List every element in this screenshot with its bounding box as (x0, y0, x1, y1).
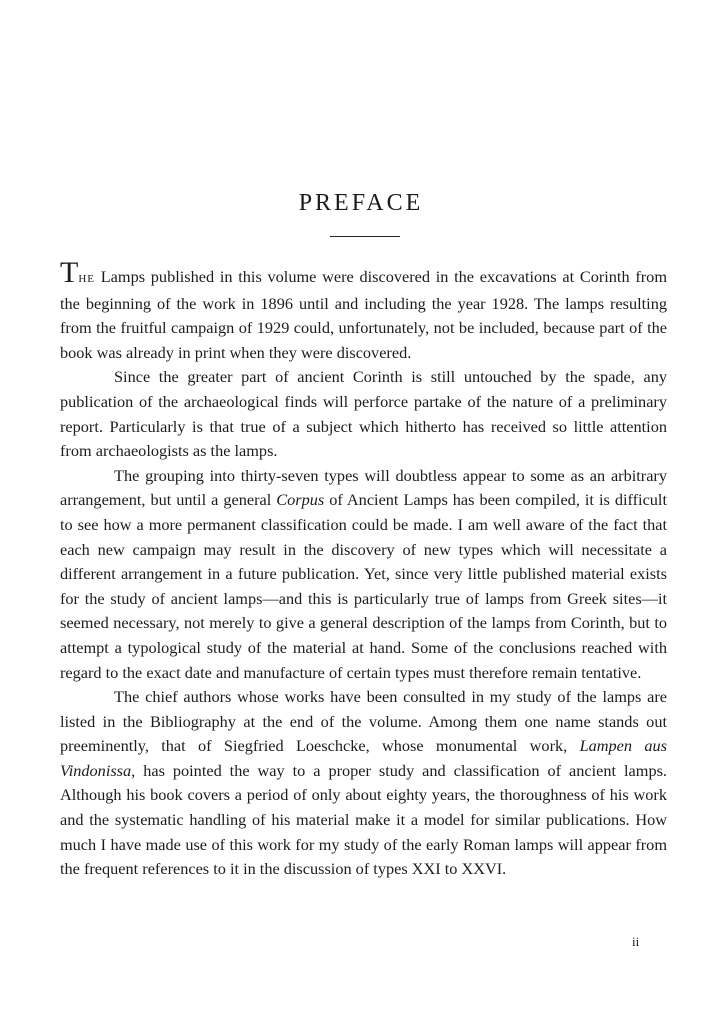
paragraph-4 (60, 685, 667, 882)
drop-cap: T (60, 256, 79, 289)
small-caps-lead: HE (78, 273, 95, 285)
title-rule (330, 236, 400, 237)
paragraph-4-text-before: The chief authors whose works have been consulted in my study of the lamps are listed in the Bibliography at the end of the volume. Among them one name stands out preeminently, that of Siegfried Loeschcke, whose monumental work, (60, 687, 667, 756)
paragraph-2 (60, 365, 667, 463)
paragraph-1 (60, 256, 667, 365)
book-title-italic: Lampen aus Vindonissa, (60, 736, 667, 780)
paragraph-3-text-before: The grouping into thirty-seven types will doubtless appear to some as an arbitrary arrangement, but until a general (60, 465, 667, 510)
page-number: ii (632, 934, 640, 949)
page-title: PREFACE (298, 190, 424, 216)
paragraph-3 (60, 464, 667, 685)
paragraph-1-text: Lamps published in this volume were discovered in the excavations at Corinth from the beginning of the work in 1896 until and including the year 1928. The lamps resulting from the fruitful campaign of 1929 could, unfortunately, not be included, because part of the book was already in print when they were discovered. (60, 267, 667, 362)
corpus-italic: Corpus (276, 490, 325, 510)
paragraph-2-text: Since the greater part of ancient Corinth is still untouched by the spade, any publication of the archaeological finds will perforce partake of the nature of a preliminary report. Particularly is that true of a subject which hitherto has received so little attention from archaeologists as the lamps. (60, 367, 667, 461)
paragraph-4-text-after: has pointed the way to a proper study and classification of ancient lamps. Although his book covers a period of only about eighty years, the thoroughness of his work and the systematic handling of his material make it a model for similar publications. How much I have made use of this work for my study of the early Roman lamps will appear from the frequent references to it in the discussion of types XXI to XXVI. (60, 760, 667, 879)
paragraph-3-text-after: of Ancient Lamps has been compiled, it is difficult to see how a more permanent classification could be made. I am well aware of the fact that each new campaign may result in the discovery of new types which will necessitate a different arrangement in a future publication. Yet, since very little published material exists for the study of ancient lamps—and this is particularly true of lamps from Greek sites—it seemed necessary, not merely to give a general description of the lamps from Corinth, but to attempt a typological study of the material at hand. Some of the conclusions reached with regard to the exact date and manufacture of certain types must therefore remain tentative. (60, 490, 667, 682)
preface-body (60, 256, 667, 882)
